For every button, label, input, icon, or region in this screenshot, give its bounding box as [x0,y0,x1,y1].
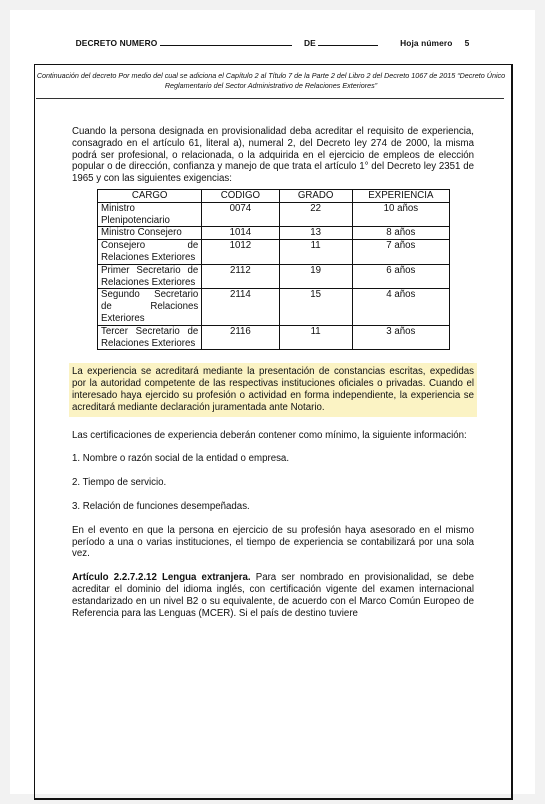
document-page [10,10,535,794]
col-header-experiencia: EXPERIENCIA [352,189,449,202]
cell-cargo: Segundo Secretario de Relaciones Exteriores [98,289,202,325]
col-header-codigo: CÓDIGO [202,189,279,202]
intro-paragraph: Cuando la persona designada en provisionalidad deba acreditar el requisito de experiencia, consagrado en el artículo 61, literal a), numeral 2, del Decreto ley 274 de 2000, la misma podrá ser profesional, o relacionada, o la adquirida en el ejercicio de empleos de elección popular o de dirección, confianza y manejo de que trata el artículo 1° del Decreto ley 2351 de 1965 y con las siguientes exigencias: [72,126,474,185]
cell-grado: 22 [279,202,352,227]
decreto-label: DECRETO NUMERO [75,38,158,48]
cell-grado: 15 [279,289,352,325]
col-header-cargo: CARGO [98,189,202,202]
cell-codigo: 2114 [202,289,279,325]
hoja-label: Hoja número [400,38,453,48]
experience-table [97,189,450,350]
list-item: 2. Tiempo de servicio. [72,477,167,489]
event-paragraph: En el evento en que la persona en ejercicio de su profesión haya asesorado en el mismo período a una o varias instituciones, el tiempo de experiencia se contabilizará por una sola vez. [72,524,474,560]
article-paragraph [72,572,474,619]
cell-grado: 11 [279,325,352,350]
cell-codigo: 1012 [202,240,279,265]
article-title: Artículo 2.2.7.2.12 Lengua extranjera. [72,572,251,584]
table-row [98,227,450,240]
cell-experiencia: 4 años [352,289,449,325]
cell-cargo: Tercer Secretario de Relaciones Exteriores [98,325,202,350]
header-divider [36,98,504,99]
cell-grado: 11 [279,240,352,265]
table-row [98,325,450,350]
col-header-grado: GRADO [279,189,352,202]
cell-experiencia: 6 años [352,264,449,289]
list-item: 1. Nombre o razón social de la entidad o empresa. [72,453,290,465]
highlighted-paragraph: La experiencia se acreditará mediante la presentación de constancias escritas, expedidas por la autoridad competente de las respectivas instituciones oficiales o privadas. Cuando el interesado haya ejercido su profesión o actividad en forma independiente, la experiencia se acreditará mediante declaración juramentada ante Notario. [72,366,474,413]
cell-cargo: Primer Secretario de Relaciones Exteriores [98,264,202,289]
table-row [98,202,450,227]
table-row [98,289,450,325]
table-row [98,240,450,265]
cell-codigo: 2112 [202,264,279,289]
cell-experiencia: 8 años [352,227,449,240]
cell-cargo: Ministro Consejero [98,227,202,240]
cell-grado: 13 [279,227,352,240]
cell-cargo: Ministro Plenipotenciario [98,202,202,227]
list-item: 3. Relación de funciones desempeñadas. [72,500,250,512]
de-label: DE [303,38,316,48]
cell-experiencia: 3 años [352,325,449,350]
cell-codigo: 1014 [202,227,279,240]
certifications-intro: Las certificaciones de experiencia deberán contener como mínimo, la siguiente información: [72,429,467,441]
decree-header [10,36,535,48]
decreto-number-blank [160,36,292,46]
cell-codigo: 2116 [202,325,279,350]
article-text: Para ser nombrado en provisionalidad, se debe acreditar el dominio del idioma inglés, con certificación vigente del examen internacional estandarizado en un nivel B2 o su equivalente, de acuerdo con el Marco Común Europeo de Referencia para las Lenguas (MCER). Si el país de destino tuviere [72,572,474,619]
hoja-number: 5 [464,38,470,48]
document-body [72,126,474,619]
table-header-row [98,189,450,202]
cell-codigo: 0074 [202,202,279,227]
cell-cargo: Consejero de Relaciones Exteriores [98,240,202,265]
continuation-note: Continuación del decreto Por medio del cual se adiciona el Capítulo 2 al Título 7 de la Parte 2 del Libro 2 del Decreto 1067 de 2015 “Decreto Único Reglamentario del Sector Administrativo de Relaciones Exteriores” [36,71,506,90]
cell-grado: 19 [279,264,352,289]
table-row [98,264,450,289]
cell-experiencia: 10 años [352,202,449,227]
de-date-blank [318,36,378,46]
cell-experiencia: 7 años [352,240,449,265]
